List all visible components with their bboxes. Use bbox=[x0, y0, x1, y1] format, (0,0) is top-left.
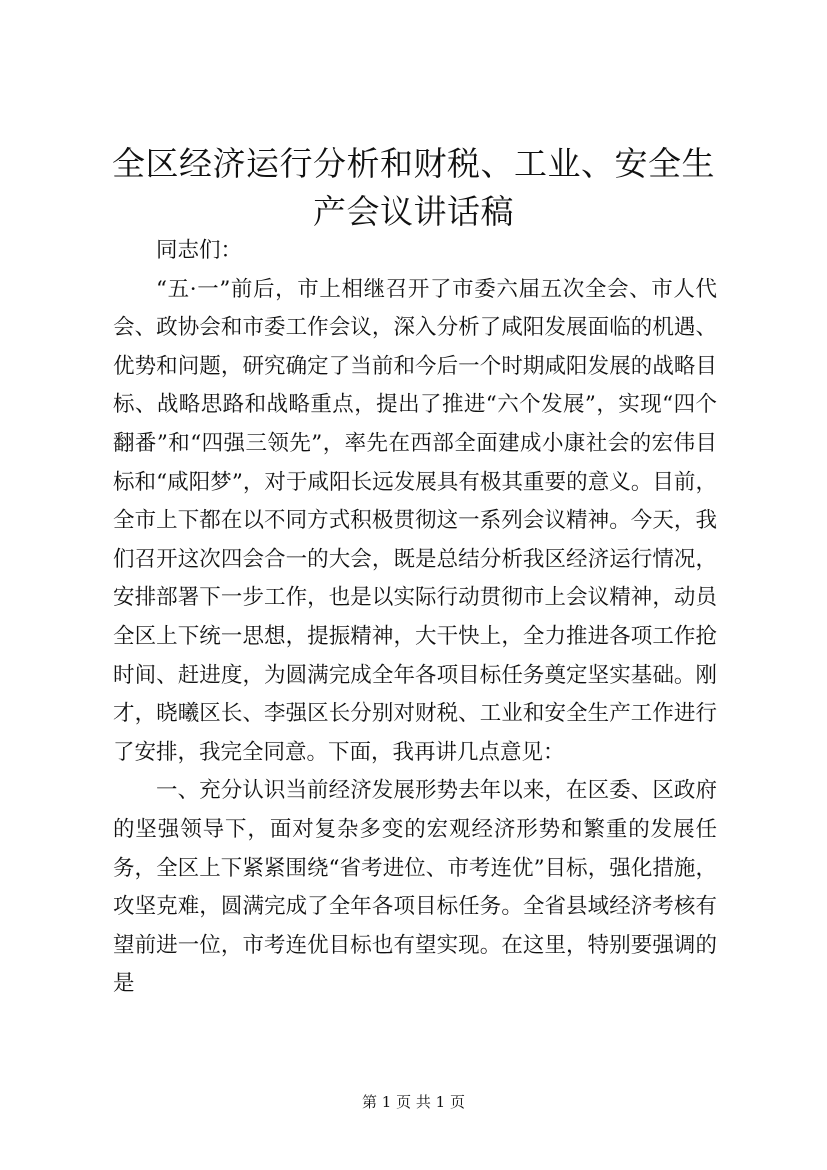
document-title: 全区经济运行分析和财税、工业、安全生产会议讲话稿 bbox=[112, 144, 715, 231]
page-footer: 第 1 页 共 1 页 bbox=[362, 1093, 465, 1111]
paragraph-1: “五·一”前后，市上相继召开了市委六届五次全会、市人代会、政协会和市委工作会议，深入分析了咸阳发展面临的机遇、优势和问题，研究确定了当前和今后一个时期咸阳发展的战略目标、战略思路和战略重点，提出了推进“六个发展”，实现“四个翻番”和“四强三领先”，率先在西部全面建成小康社会的宏伟目标和“咸阳梦”，对于咸阳长远发展具有极其重要的意义。目前，全市上下都在以不同方式积极贯彻这一系列会议精神。今天，我们召开这次四会合一的大会，既是总结分析我区经济运行情况，安排部署下一步工作，也是以实际行动贯彻市上会议精神，动员全区上下统一思想，提振精神，大干快上，全力推进各项工作抢时间、赶进度，为圆满完成全年各项目标任务奠定坚实基础。刚才，晓曦区长、李强区长分别对财税、工业和安全生产工作进行了安排，我完全同意。下面，我再讲几点意见： bbox=[113, 276, 717, 765]
greeting: 同志们： bbox=[156, 238, 243, 263]
paragraph-2: 一、充分认识当前经济发展形势去年以来，在区委、区政府的坚强领导下，面对复杂多变的宏观经济形势和繁重的发展任务，全区上下紧紧围绕“省考进位、市考连优”目标，强化措施，攻坚克难，圆满完成了全年各项目标任务。全省县域经济考核有望前进一位，市考连优目标也有望实现。在这里，特别要强调的是 bbox=[113, 778, 717, 997]
document-body bbox=[113, 232, 717, 1004]
